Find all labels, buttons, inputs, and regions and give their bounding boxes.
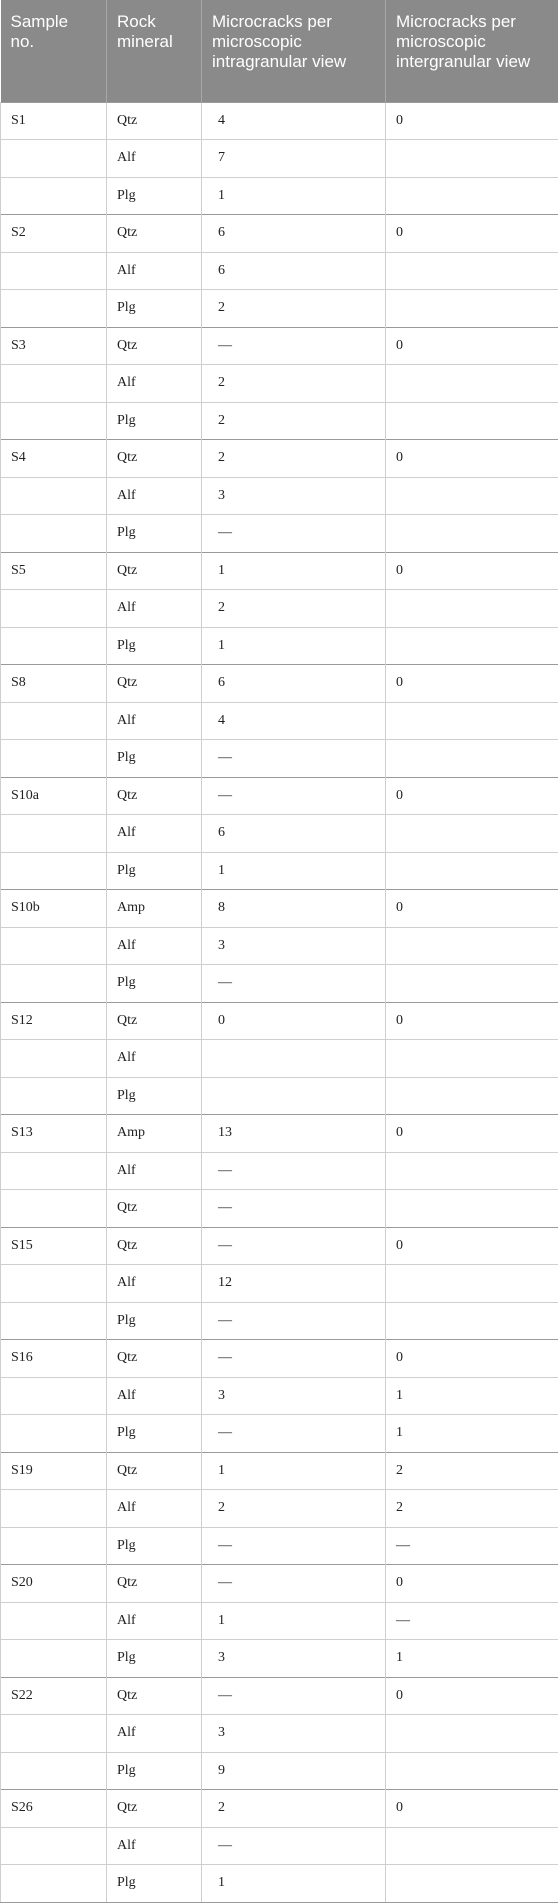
cell-intergranular: [386, 590, 558, 628]
cell-sample-no: [1, 140, 107, 178]
cell-intergranular: [386, 477, 558, 515]
cell-intergranular: [386, 177, 558, 215]
cell-intergranular: [386, 1040, 558, 1078]
cell-intragranular: —: [202, 1152, 386, 1190]
cell-sample-no: [1, 1265, 107, 1303]
cell-rock-mineral: Qtz: [107, 1002, 202, 1040]
table-row: [1, 1227, 558, 1265]
table-row: [1, 965, 558, 1003]
header-rock-mineral: Rock mineral: [107, 0, 202, 102]
cell-sample-no: [1, 477, 107, 515]
cell-sample-no: [1, 365, 107, 403]
table-row: [1, 1190, 558, 1228]
cell-intergranular: [386, 515, 558, 553]
cell-intragranular: 1: [202, 627, 386, 665]
cell-intergranular: 0: [386, 1002, 558, 1040]
cell-rock-mineral: Plg: [107, 177, 202, 215]
cell-intragranular: 3: [202, 477, 386, 515]
cell-sample-no: [1, 1415, 107, 1453]
cell-sample-no: S10b: [1, 890, 107, 928]
cell-intergranular: [386, 1190, 558, 1228]
cell-intergranular: 1: [386, 1415, 558, 1453]
cell-sample-no: [1, 1640, 107, 1678]
cell-intragranular: 2: [202, 365, 386, 403]
cell-intragranular: 1: [202, 1602, 386, 1640]
cell-intergranular: —: [386, 1602, 558, 1640]
cell-sample-no: S4: [1, 440, 107, 478]
cell-intragranular: 6: [202, 215, 386, 253]
cell-intragranular: 6: [202, 815, 386, 853]
cell-sample-no: [1, 702, 107, 740]
cell-sample-no: S19: [1, 1452, 107, 1490]
table-row: [1, 815, 558, 853]
table-row: [1, 1040, 558, 1078]
cell-intragranular: —: [202, 740, 386, 778]
cell-intragranular: —: [202, 515, 386, 553]
cell-rock-mineral: Qtz: [107, 440, 202, 478]
cell-intergranular: —: [386, 1527, 558, 1565]
cell-intergranular: 0: [386, 1790, 558, 1828]
cell-rock-mineral: Plg: [107, 1077, 202, 1115]
cell-sample-no: [1, 852, 107, 890]
table-row: [1, 1715, 558, 1753]
cell-intergranular: 1: [386, 1377, 558, 1415]
cell-intragranular: [202, 1040, 386, 1078]
cell-intergranular: 0: [386, 552, 558, 590]
cell-rock-mineral: Qtz: [107, 777, 202, 815]
cell-sample-no: S12: [1, 1002, 107, 1040]
table-row: [1, 702, 558, 740]
cell-intragranular: 1: [202, 1865, 386, 1903]
cell-rock-mineral: Alf: [107, 815, 202, 853]
cell-intragranular: 3: [202, 1377, 386, 1415]
cell-intergranular: [386, 815, 558, 853]
cell-intergranular: 2: [386, 1452, 558, 1490]
cell-intergranular: [386, 1827, 558, 1865]
table-row: [1, 1452, 558, 1490]
cell-intergranular: [386, 852, 558, 890]
cell-intragranular: —: [202, 1415, 386, 1453]
cell-intragranular: 9: [202, 1752, 386, 1790]
table-row: [1, 1302, 558, 1340]
table-row: [1, 177, 558, 215]
cell-rock-mineral: Alf: [107, 1377, 202, 1415]
table-row: [1, 627, 558, 665]
cell-rock-mineral: Alf: [107, 365, 202, 403]
cell-intergranular: 0: [386, 102, 558, 140]
cell-rock-mineral: Amp: [107, 890, 202, 928]
cell-intragranular: 2: [202, 290, 386, 328]
table-row: [1, 852, 558, 890]
cell-sample-no: [1, 1827, 107, 1865]
cell-sample-no: [1, 1752, 107, 1790]
cell-sample-no: S2: [1, 215, 107, 253]
cell-rock-mineral: Alf: [107, 140, 202, 178]
cell-rock-mineral: Amp: [107, 1115, 202, 1153]
cell-intergranular: 0: [386, 890, 558, 928]
table-row: [1, 890, 558, 928]
cell-sample-no: [1, 927, 107, 965]
table-row: [1, 1115, 558, 1153]
cell-intergranular: [386, 927, 558, 965]
cell-intragranular: 4: [202, 102, 386, 140]
cell-intergranular: [386, 702, 558, 740]
cell-rock-mineral: Plg: [107, 627, 202, 665]
cell-sample-no: [1, 1527, 107, 1565]
cell-intragranular: —: [202, 1190, 386, 1228]
cell-sample-no: [1, 1302, 107, 1340]
table-row: [1, 777, 558, 815]
cell-intergranular: 0: [386, 665, 558, 703]
cell-intragranular: 6: [202, 665, 386, 703]
table-row: [1, 1790, 558, 1828]
cell-sample-no: [1, 1865, 107, 1903]
cell-intergranular: [386, 1077, 558, 1115]
table-row: [1, 1152, 558, 1190]
table-row: [1, 252, 558, 290]
cell-intergranular: 0: [386, 777, 558, 815]
cell-intergranular: [386, 1152, 558, 1190]
cell-rock-mineral: Plg: [107, 740, 202, 778]
cell-rock-mineral: Qtz: [107, 665, 202, 703]
table-row: [1, 1640, 558, 1678]
cell-sample-no: [1, 815, 107, 853]
cell-intergranular: [386, 140, 558, 178]
cell-sample-no: [1, 252, 107, 290]
cell-intergranular: [386, 740, 558, 778]
cell-sample-no: [1, 1152, 107, 1190]
cell-intragranular: —: [202, 1827, 386, 1865]
table-row: [1, 477, 558, 515]
cell-intragranular: 3: [202, 927, 386, 965]
cell-rock-mineral: Qtz: [107, 1452, 202, 1490]
cell-rock-mineral: Alf: [107, 1152, 202, 1190]
cell-sample-no: [1, 627, 107, 665]
cell-rock-mineral: Alf: [107, 590, 202, 628]
table-row: [1, 290, 558, 328]
cell-intragranular: —: [202, 1302, 386, 1340]
table-row: [1, 590, 558, 628]
table-row: [1, 102, 558, 140]
cell-sample-no: S5: [1, 552, 107, 590]
cell-rock-mineral: Qtz: [107, 552, 202, 590]
cell-intragranular: 2: [202, 440, 386, 478]
cell-rock-mineral: Plg: [107, 290, 202, 328]
cell-intergranular: [386, 1752, 558, 1790]
header-sample-no: Sample no.: [1, 0, 107, 102]
cell-rock-mineral: Plg: [107, 1640, 202, 1678]
table-row: [1, 1415, 558, 1453]
cell-sample-no: [1, 1190, 107, 1228]
cell-sample-no: S13: [1, 1115, 107, 1153]
cell-intergranular: [386, 1302, 558, 1340]
cell-intergranular: [386, 290, 558, 328]
cell-intergranular: 0: [386, 327, 558, 365]
cell-rock-mineral: Alf: [107, 252, 202, 290]
cell-sample-no: S10a: [1, 777, 107, 815]
cell-rock-mineral: Alf: [107, 702, 202, 740]
cell-rock-mineral: Plg: [107, 1415, 202, 1453]
header-intergranular: Microcracks per microscopic intergranular view: [386, 0, 558, 102]
cell-rock-mineral: Plg: [107, 402, 202, 440]
cell-intragranular: 12: [202, 1265, 386, 1303]
cell-sample-no: [1, 590, 107, 628]
cell-rock-mineral: Qtz: [107, 1227, 202, 1265]
table-row: [1, 1490, 558, 1528]
cell-rock-mineral: Qtz: [107, 102, 202, 140]
cell-intragranular: 2: [202, 590, 386, 628]
cell-intragranular: [202, 1077, 386, 1115]
cell-intergranular: 0: [386, 440, 558, 478]
cell-intragranular: —: [202, 777, 386, 815]
cell-intergranular: [386, 1265, 558, 1303]
cell-rock-mineral: Plg: [107, 515, 202, 553]
table-row: [1, 515, 558, 553]
cell-sample-no: S16: [1, 1340, 107, 1378]
cell-intragranular: —: [202, 1340, 386, 1378]
cell-intragranular: 8: [202, 890, 386, 928]
cell-sample-no: [1, 1040, 107, 1078]
cell-intergranular: [386, 627, 558, 665]
cell-sample-no: S22: [1, 1677, 107, 1715]
table-row: [1, 665, 558, 703]
table-row: [1, 1340, 558, 1378]
table-row: [1, 1377, 558, 1415]
cell-sample-no: [1, 515, 107, 553]
cell-intergranular: 0: [386, 1677, 558, 1715]
table-row: [1, 1002, 558, 1040]
cell-rock-mineral: Alf: [107, 1265, 202, 1303]
cell-sample-no: [1, 1077, 107, 1115]
table-row: [1, 927, 558, 965]
table-row: [1, 215, 558, 253]
cell-intragranular: —: [202, 1527, 386, 1565]
cell-intergranular: 0: [386, 1115, 558, 1153]
cell-intragranular: —: [202, 1677, 386, 1715]
cell-rock-mineral: Qtz: [107, 1790, 202, 1828]
table-row: [1, 1077, 558, 1115]
table-row: [1, 140, 558, 178]
cell-rock-mineral: Alf: [107, 477, 202, 515]
cell-sample-no: S15: [1, 1227, 107, 1265]
cell-intergranular: 1: [386, 1640, 558, 1678]
cell-sample-no: S26: [1, 1790, 107, 1828]
cell-rock-mineral: Alf: [107, 1715, 202, 1753]
cell-intergranular: 0: [386, 1227, 558, 1265]
cell-rock-mineral: Alf: [107, 1040, 202, 1078]
cell-intragranular: 7: [202, 140, 386, 178]
cell-sample-no: [1, 177, 107, 215]
cell-rock-mineral: Alf: [107, 927, 202, 965]
header-row: [1, 0, 558, 102]
cell-intergranular: [386, 365, 558, 403]
cell-rock-mineral: Qtz: [107, 1565, 202, 1603]
table-row: [1, 402, 558, 440]
cell-intragranular: —: [202, 965, 386, 1003]
cell-intergranular: [386, 252, 558, 290]
table-row: [1, 1865, 558, 1903]
cell-intragranular: —: [202, 1227, 386, 1265]
cell-intergranular: [386, 965, 558, 1003]
cell-rock-mineral: Alf: [107, 1827, 202, 1865]
cell-intragranular: 1: [202, 552, 386, 590]
cell-rock-mineral: Plg: [107, 965, 202, 1003]
cell-sample-no: S1: [1, 102, 107, 140]
cell-sample-no: [1, 1377, 107, 1415]
cell-sample-no: [1, 740, 107, 778]
cell-rock-mineral: Qtz: [107, 1677, 202, 1715]
table-row: [1, 1827, 558, 1865]
cell-sample-no: [1, 290, 107, 328]
cell-rock-mineral: Plg: [107, 1527, 202, 1565]
cell-rock-mineral: Plg: [107, 1865, 202, 1903]
table-body: [1, 102, 558, 1902]
cell-sample-no: S3: [1, 327, 107, 365]
table-row: [1, 1677, 558, 1715]
cell-rock-mineral: Qtz: [107, 1190, 202, 1228]
table-row: [1, 552, 558, 590]
table-header: [1, 0, 558, 102]
cell-intragranular: 0: [202, 1002, 386, 1040]
cell-intragranular: 2: [202, 402, 386, 440]
cell-sample-no: [1, 1490, 107, 1528]
cell-rock-mineral: Plg: [107, 852, 202, 890]
cell-intragranular: 13: [202, 1115, 386, 1153]
cell-intragranular: 6: [202, 252, 386, 290]
cell-rock-mineral: Alf: [107, 1602, 202, 1640]
table-row: [1, 327, 558, 365]
cell-rock-mineral: Qtz: [107, 215, 202, 253]
table-row: [1, 365, 558, 403]
cell-intergranular: 0: [386, 1340, 558, 1378]
cell-intergranular: [386, 1715, 558, 1753]
cell-intragranular: 2: [202, 1790, 386, 1828]
table-row: [1, 1752, 558, 1790]
cell-sample-no: [1, 402, 107, 440]
cell-intragranular: 4: [202, 702, 386, 740]
cell-rock-mineral: Plg: [107, 1302, 202, 1340]
table-row: [1, 1265, 558, 1303]
cell-rock-mineral: Alf: [107, 1490, 202, 1528]
cell-intergranular: [386, 1865, 558, 1903]
cell-intragranular: —: [202, 327, 386, 365]
cell-intragranular: 1: [202, 852, 386, 890]
cell-sample-no: [1, 965, 107, 1003]
cell-intergranular: 0: [386, 1565, 558, 1603]
cell-intragranular: 3: [202, 1640, 386, 1678]
cell-sample-no: S20: [1, 1565, 107, 1603]
table-row: [1, 440, 558, 478]
cell-intergranular: 2: [386, 1490, 558, 1528]
cell-intragranular: 1: [202, 177, 386, 215]
cell-rock-mineral: Qtz: [107, 1340, 202, 1378]
cell-rock-mineral: Plg: [107, 1752, 202, 1790]
cell-sample-no: [1, 1602, 107, 1640]
table-row: [1, 740, 558, 778]
cell-intragranular: 2: [202, 1490, 386, 1528]
table-row: [1, 1602, 558, 1640]
cell-intragranular: 1: [202, 1452, 386, 1490]
cell-intragranular: 3: [202, 1715, 386, 1753]
cell-intergranular: [386, 402, 558, 440]
cell-sample-no: [1, 1715, 107, 1753]
cell-rock-mineral: Qtz: [107, 327, 202, 365]
table-row: [1, 1527, 558, 1565]
cell-intragranular: —: [202, 1565, 386, 1603]
cell-sample-no: S8: [1, 665, 107, 703]
cell-intergranular: 0: [386, 215, 558, 253]
table-row: [1, 1565, 558, 1603]
header-intragranular: Microcracks per microscopic intragranular view: [202, 0, 386, 102]
